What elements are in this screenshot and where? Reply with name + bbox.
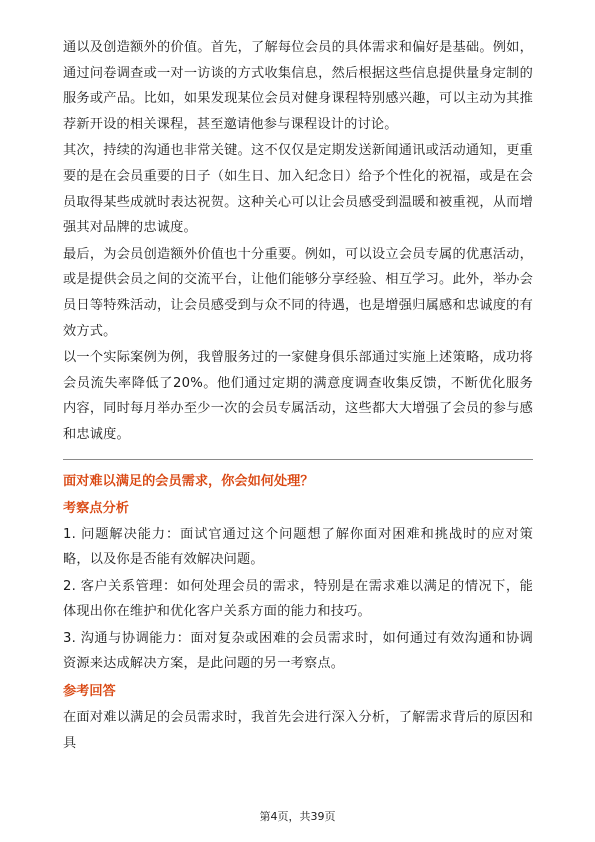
analysis-item: 1. 问题解决能力：面试官通过这个问题想了解你面对困难和挑战时的应对策略，以及你是否能有效解决问题。 <box>63 526 533 568</box>
analysis-heading: 考察点分析 <box>63 500 129 516</box>
analysis-item: 3. 沟通与协调能力：面对复杂或困难的会员需求时，如何通过有效沟通和协调资源来达成解决方案，是此问题的另一考察点。 <box>63 630 533 672</box>
section-divider <box>63 459 533 460</box>
interview-question: 面对难以满足的会员需求，你会如何处理？ <box>63 473 314 489</box>
body-paragraph: 其次，持续的沟通也非常关键。这不仅仅是定期发送新闻通讯或活动通知，更重要的是在会员重要的日子（如生日、加入纪念日）给予个性化的祝福，或是在会员取得某些成就时表达祝贺。这种关心可以让会员感受到温暖和被重视，从而增强其对品牌的忠诚度。 <box>63 143 533 236</box>
answer-heading: 参考回答 <box>63 684 116 700</box>
body-paragraph: 最后，为会员创造额外价值也十分重要。例如，可以设立会员专属的优惠活动，或是提供会员之间的交流平台，让他们能够分享经验、相互学习。此外，举办会员日等特殊活动，让会员感受到与众不同的待遇，也是增强归属感和忠诚度的有效方式。 <box>63 246 533 339</box>
answer-paragraph: 在面对难以满足的会员需求时，我首先会进行深入分析，了解需求背后的原因和具 <box>63 710 533 751</box>
body-paragraph: 以一个实际案例为例，我曾服务过的一家健身俱乐部通过实施上述策略，成功将会员流失率降低了20%。他们通过定期的满意度调查收集反馈，不断优化服务内容，同时每月举办至少一次的会员专属活动，这些都大大增强了会员的参与感和忠诚度。 <box>63 350 533 442</box>
page-content <box>63 35 533 757</box>
analysis-item: 2. 客户关系管理：如何处理会员的需求，特别是在需求难以满足的情况下，能体现出你在维护和优化客户关系方面的能力和技巧。 <box>63 578 533 620</box>
body-paragraph: 通以及创造额外的价值。首先，了解每位会员的具体需求和偏好是基础。例如，通过问卷调查或一对一访谈的方式收集信息，然后根据这些信息提供量身定制的服务或产品。比如，如果发现某位会员对健身课程特别感兴趣，可以主动为其推荐新开设的相关课程，甚至邀请他参与课程设计的讨论。 <box>63 40 533 132</box>
page-number: 第4页，共39页 <box>259 810 336 823</box>
